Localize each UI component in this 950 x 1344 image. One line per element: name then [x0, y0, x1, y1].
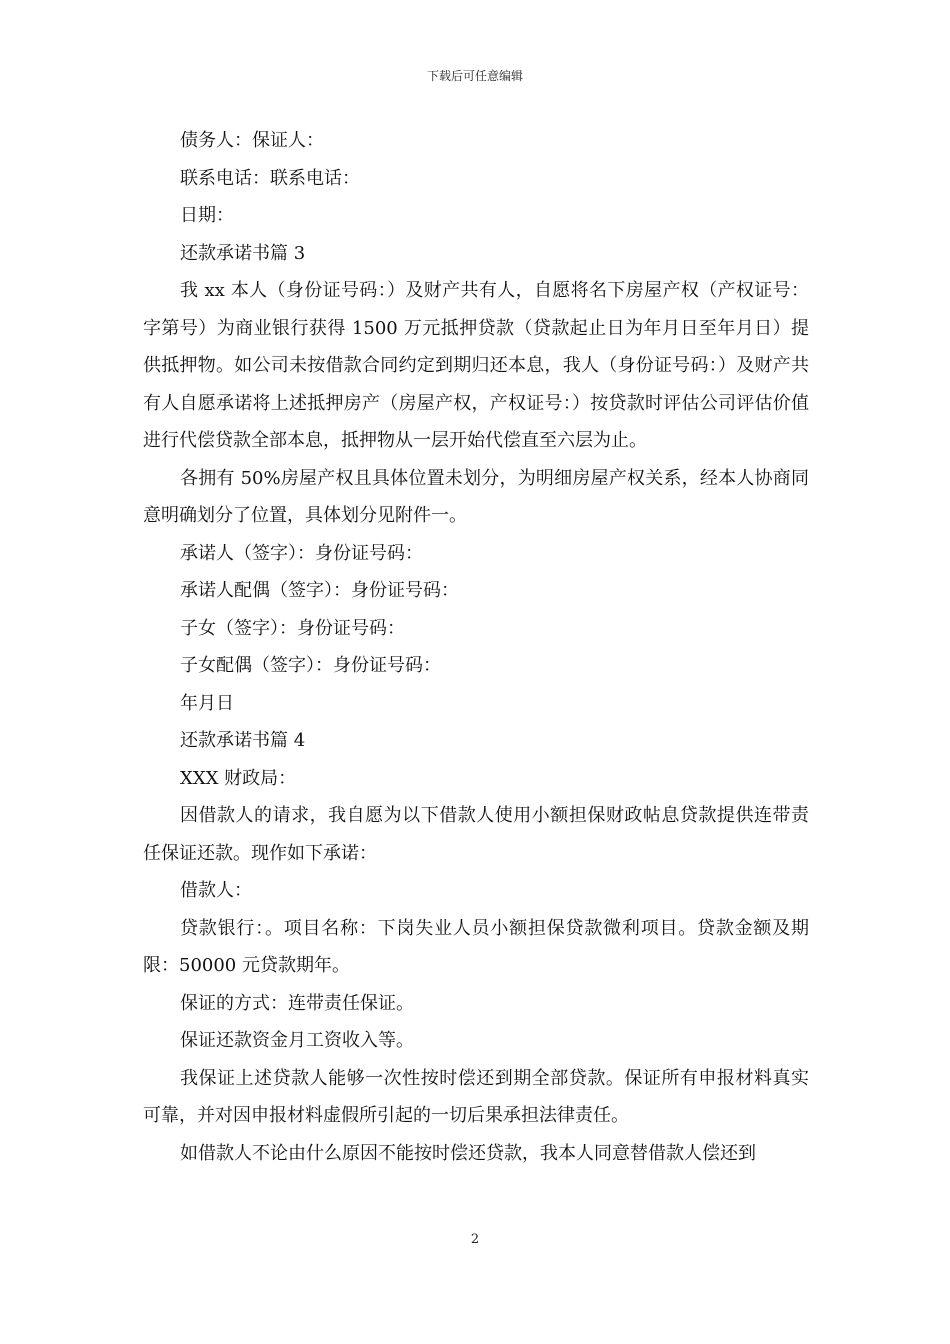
paragraph-repayment-source: 保证还款资金月工资收入等。 [180, 1030, 414, 1051]
paragraph-mortgage-pledge: 我 xx 本人（身份证号码：）及财产共有人，自愿将名下房屋产权（产权证号：字第号）为商业银行获得 1500 万元抵押贷款（贷款起止日为年月日至年月日）提供抵押物。如公司未按借款合同约定到期归还本息，我人（身份证号码：）及财产共有人自愿承诺将上述抵押房产（房屋产权，产权证号：）按贷款时评估公司评估价值进行代偿贷款全部本息，抵押物从一层开始代偿直至六层为止。 [143, 280, 809, 451]
paragraph-addressee: XXX 财政局： [180, 767, 297, 789]
paragraph-default-clause: 如借款人不论由什么原因不能按时偿还贷款，我本人同意替借款人偿还到 [180, 1142, 756, 1164]
section-heading-3: 还款承诺书篇 3 [180, 242, 306, 264]
paragraph-guarantee-intro: 因借款人的请求，我自愿为以下借款人使用小额担保财政帖息贷款提供连带责任保证还款。现作如下承诺： [143, 805, 809, 864]
paragraph-date: 日期： [180, 205, 234, 226]
section-heading-4: 还款承诺书篇 4 [180, 730, 306, 751]
paragraph-repayment-promise: 我保证上述贷款人能够一次性按时偿还到期全部贷款。保证所有申报材料真实可靠，并对因申报材料虚假所引起的一切后果承担法律责任。 [143, 1067, 809, 1126]
paragraph-year-month-day: 年月日 [180, 692, 234, 714]
document-body [143, 122, 809, 1172]
paragraph-signer: 承诺人（签字）：身份证号码： [180, 542, 423, 564]
paragraph-signer-spouse: 承诺人配偶（签字）：身份证号码： [180, 580, 459, 601]
paragraph-children-spouse: 子女配偶（签字）：身份证号码： [180, 655, 441, 676]
paragraph-debtor-guarantor: 债务人：保证人： [180, 130, 324, 151]
paragraph-contact-phone: 联系电话：联系电话： [180, 167, 360, 189]
paragraph-children: 子女（签字）：身份证号码： [180, 617, 405, 639]
page-header: 下载后可任意编辑 [426, 69, 523, 83]
paragraph-borrower: 借款人： [180, 880, 252, 901]
paragraph-property-division: 各拥有 50%房屋产权且具体位置未划分，为明细房屋产权关系，经本人协商同意明确划分了位置，具体划分见附件一。 [143, 467, 809, 526]
paragraph-guarantee-method: 保证的方式：连带责任保证。 [180, 992, 414, 1014]
paragraph-loan-details: 贷款银行：。项目名称：下岗失业人员小额担保贷款微利项目。贷款金额及期限：50000 元贷款期年。 [143, 917, 809, 976]
page-number: 2 [470, 1232, 480, 1247]
